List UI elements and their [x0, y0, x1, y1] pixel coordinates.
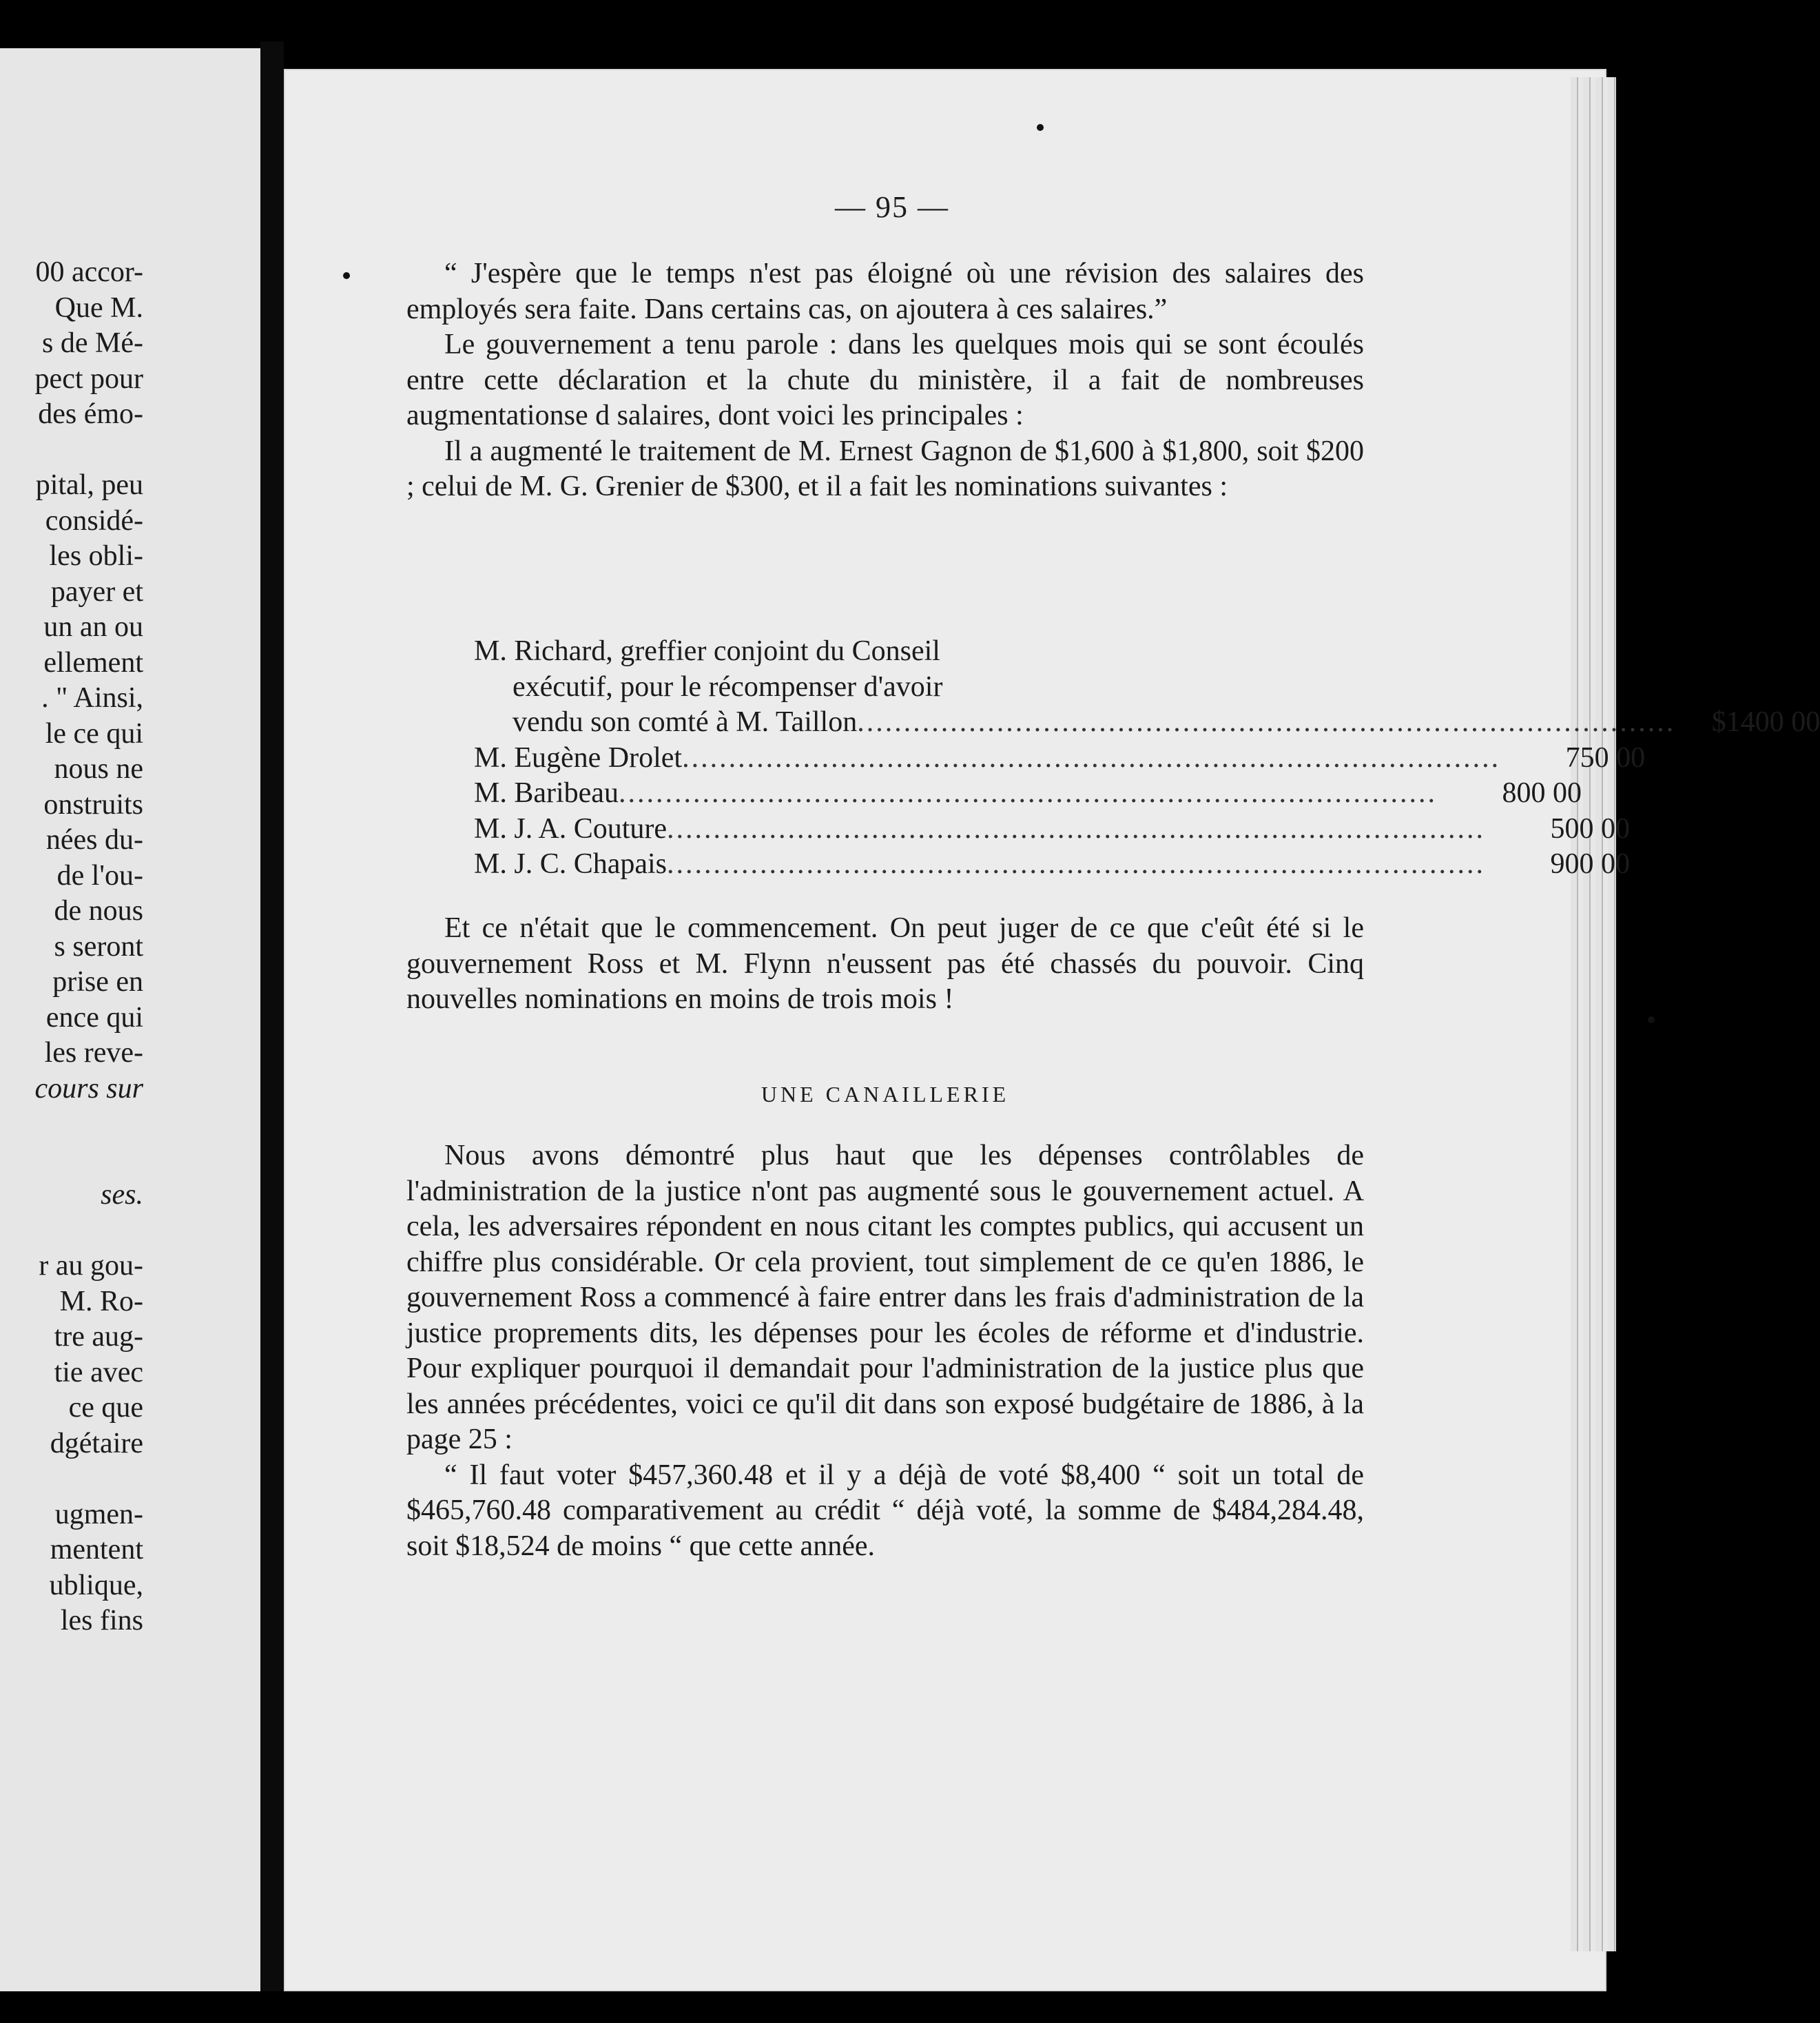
nomination-row — [474, 741, 1646, 777]
nomination-row — [474, 812, 1631, 848]
left-page-line — [0, 1213, 143, 1249]
book-gutter — [260, 41, 284, 1991]
quote-budget: “ Il faut voter $457,360.48 et il y a déjà de voté $8,400 “ soit un total de $465,760.48 comparativement au crédit “ déjà voté, la somme de $484,284.48, soit $18,524 de moins “ que cette année. — [406, 1459, 1364, 1562]
left-page-line: ses. — [101, 1179, 143, 1211]
left-page-line — [0, 433, 143, 469]
page-number: — 95 — — [835, 190, 949, 224]
nominations-list — [474, 634, 1820, 883]
leader-dots: ........................................................................................ — [682, 741, 1501, 774]
nomination-row — [474, 634, 1294, 670]
left-page-line: ublique, — [49, 1569, 143, 1601]
left-page-line: nées du- — [45, 824, 143, 856]
left-page-line: de l'ou- — [56, 859, 143, 892]
left-page-line: s de Mé- — [42, 327, 143, 359]
left-page-line: ence qui — [45, 1001, 143, 1034]
leader-dots: ........................................................................................ — [667, 848, 1486, 880]
text-block-middle — [406, 911, 1364, 1018]
nomination-name: M. Baribeau — [474, 777, 619, 809]
left-page-line: cours sur — [34, 1072, 143, 1105]
left-page-line — [0, 1107, 143, 1142]
left-page-line: ugmen- — [54, 1498, 143, 1530]
left-page-line: tie avec — [54, 1356, 143, 1388]
left-page-line: ellement — [43, 646, 143, 679]
nomination-row — [474, 776, 1582, 812]
nomination-amount: $1400 00 — [1711, 706, 1820, 738]
text-block-top — [406, 256, 1364, 505]
nomination-name: M. Richard, greffier conjoint du Conseil — [474, 635, 940, 667]
left-page-line: s seront — [54, 930, 143, 963]
nomination-row — [474, 670, 1294, 706]
nomination-name: M. Eugène Drolet — [474, 741, 683, 774]
nomination-amount: 900 00 — [1550, 848, 1631, 880]
left-page-line: tre aug- — [54, 1321, 143, 1353]
left-page-line: pect pour — [34, 362, 143, 395]
left-page-line: . " Ainsi, — [41, 682, 143, 714]
section-heading: UNE CANAILLERIE — [761, 1082, 1010, 1107]
left-page-text-fragments — [0, 255, 143, 1639]
margin-dot — [1648, 1016, 1655, 1023]
left-page-line — [0, 1142, 143, 1178]
left-page-line: les reve- — [44, 1037, 143, 1069]
left-page-line: les obli- — [49, 540, 143, 572]
left-page-line — [0, 1461, 143, 1497]
leader-dots: ........................................................................................ — [857, 706, 1676, 738]
page-edges — [1571, 77, 1616, 1951]
left-page-line: mentent — [50, 1534, 143, 1565]
nomination-amount: 750 00 — [1565, 741, 1646, 774]
left-page-line: r au gou- — [39, 1250, 143, 1282]
left-page-line: payer et — [50, 575, 143, 608]
left-page-line: de nous — [54, 895, 143, 927]
nomination-row — [474, 705, 1820, 741]
left-page-line: un an ou — [43, 611, 143, 643]
margin-dot — [1037, 124, 1044, 131]
left-page-line: les fins — [60, 1605, 143, 1636]
left-facing-page — [0, 48, 260, 1991]
nomination-name: M. J. C. Chapais — [474, 848, 668, 880]
margin-dot — [343, 272, 350, 279]
paragraph-salary: Il a augmenté le traitement de M. Ernest Gagnon de $1,600 à $1,800, soit $200 ; celui de M. G. Grenier de $300, et il a fait les nominations suivantes : — [406, 435, 1364, 502]
nomination-name: vendu son comté à M. Taillon — [513, 706, 858, 738]
left-page-line: prise en — [52, 966, 143, 998]
left-page-line: dgétaire — [50, 1427, 143, 1459]
left-page-line: Que M. — [54, 291, 143, 324]
nomination-row — [474, 847, 1631, 883]
left-page-line: le ce qui — [45, 717, 143, 750]
quote-paragraph: “ J'espère que le temps n'est pas éloigné où une révision des salaires des employés sera faite. Dans certains cas, on ajoutera à ces salaires.” — [406, 258, 1364, 325]
left-page-line: considé- — [45, 504, 143, 537]
left-page-line: M. Ro- — [59, 1285, 143, 1317]
nomination-amount: 500 00 — [1550, 812, 1631, 845]
left-page-line: des émo- — [38, 398, 143, 430]
text-block-bottom — [406, 1138, 1364, 1564]
left-page-line: pital, peu — [35, 469, 143, 501]
nomination-name: M. J. A. Couture — [474, 812, 668, 845]
leader-dots: ........................................................................................ — [618, 777, 1437, 809]
paragraph-canaillerie: Nous avons démontré plus haut que les dépenses contrôlables de l'administration de la justice n'ont pas augmenté sous le gouvernement actuel. A cela, les adversaires répondent en nous citant les comptes publics, qui accusent un chiffre plus considérable. Or cela provient, tout simplement de ce qu'en 1886, le gouvernement Ross a commencé à faire entrer dans les frais d'administration de la justice proprements dits, les dépenses pour les écoles de réforme et d'industrie. Pour expliquer pourquoi il demandait pour l'administration de la justice plus que les années précédentes, voici ce qu'il dit dans son exposé budgétaire de 1886, à la page 25 : — [406, 1140, 1364, 1455]
left-page-line: 00 accor- — [35, 256, 143, 288]
paragraph-promise: Le gouvernement a tenu parole : dans les quelques mois qui se sont écoulés entre cette déclaration et la chute du ministère, il a fait de nombreuses augmentationse d salaires, dont voici les principales : — [406, 329, 1364, 431]
nomination-name: exécutif, pour le récompenser d'avoir — [513, 670, 943, 703]
left-page-line: ce que — [68, 1392, 143, 1424]
left-page-line: nous ne — [54, 753, 143, 785]
left-page-line: onstruits — [43, 788, 143, 821]
paragraph-commencement: Et ce n'était que le commencement. On peut juger de ce que c'eût été si le gouvernement Ross et M. Flynn n'eussent pas été chassés du pouvoir. Cinq nouvelles nominations en moins de trois mois ! — [406, 912, 1364, 1015]
nomination-amount: 800 00 — [1502, 777, 1582, 809]
leader-dots: ........................................................................................ — [667, 812, 1486, 845]
